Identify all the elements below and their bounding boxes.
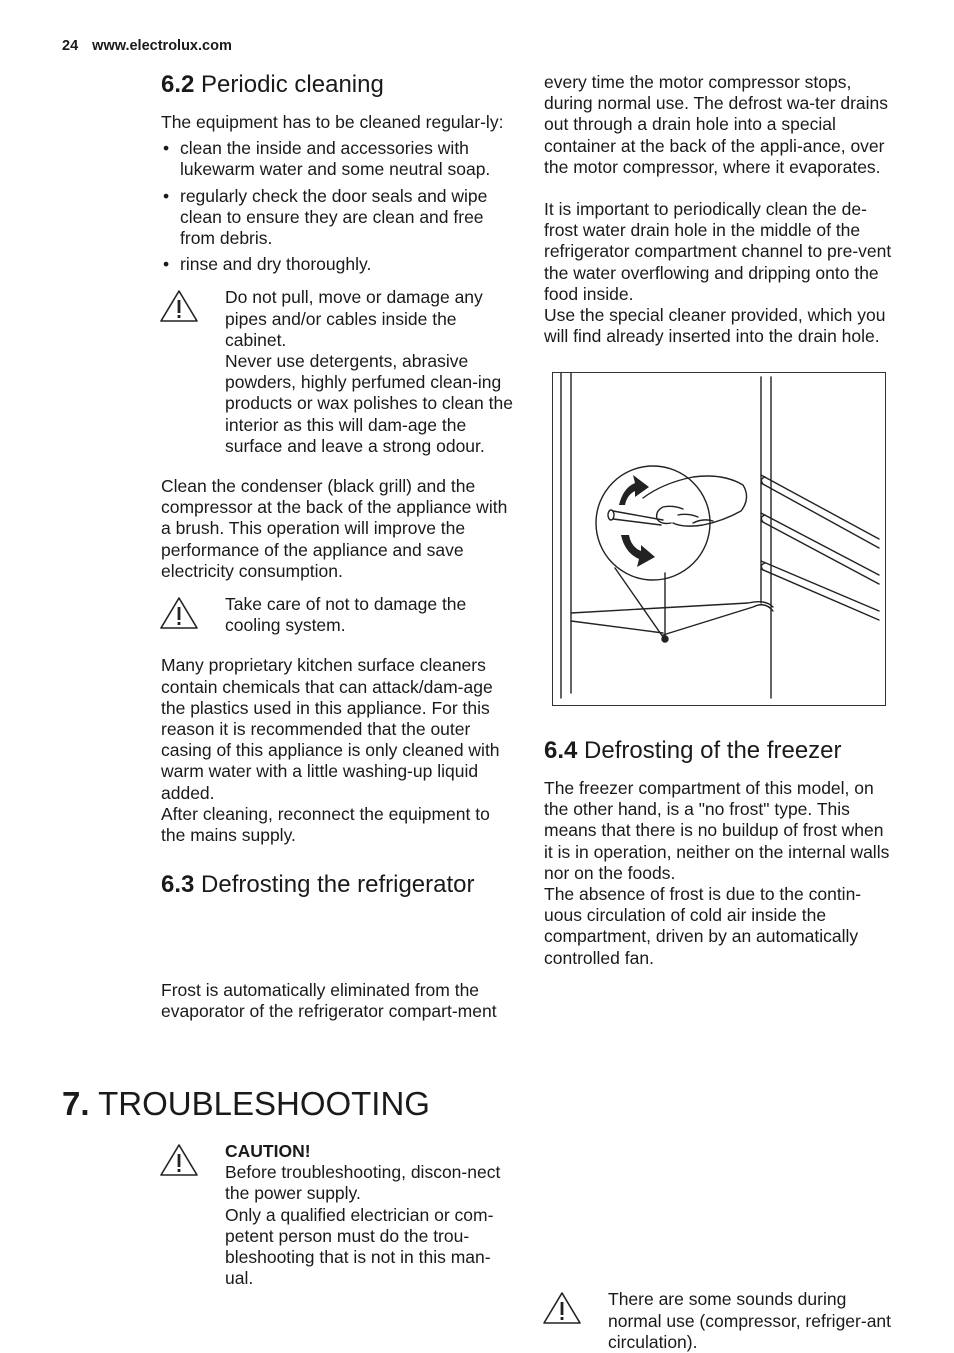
- section-7-heading: [62, 1084, 430, 1124]
- warning-box: [161, 287, 516, 457]
- cleaner-text: Use the special cleaner provided, which you will find already inserted into the drain hole.: [544, 305, 886, 347]
- warning-text: Take care of not to damage the cooling system.: [225, 594, 467, 636]
- section-number: 6.2: [161, 71, 195, 98]
- defrost-text: Frost is automatically eliminated from the evaporator of the refrigerator compart-ment: [161, 980, 497, 1022]
- defrost-text-part1: [161, 980, 516, 1024]
- left-column: [161, 70, 516, 900]
- section-number: 6.4: [544, 737, 578, 764]
- caution-label: CAUTION!: [225, 1141, 311, 1161]
- warning-triangle-icon: [159, 289, 199, 323]
- air-circulation-text: The absence of frost is due to the contin-uous circulation of cold air inside the compartment, driven by an automatically controlled fan.: [544, 884, 862, 968]
- warning-text: Do not pull, move or damage any pipes and/or cables inside the cabinet.: [225, 287, 483, 350]
- warning-triangle-icon: [542, 1291, 582, 1325]
- warning-triangle-icon: [159, 596, 199, 630]
- sounds-note: [544, 1289, 898, 1353]
- drain-hole-cleaning-illustration: [552, 372, 886, 706]
- caution-text: Before troubleshooting, discon-nect the power supply.: [225, 1162, 501, 1204]
- site-url[interactable]: www.electrolux.com: [92, 38, 232, 54]
- section-title: Defrosting of the freezer: [584, 737, 842, 764]
- section-6-3-heading: [161, 870, 516, 900]
- section-6-4: [544, 736, 896, 969]
- reconnect-text: After cleaning, reconnect the equipment to the mains supply.: [161, 803, 490, 846]
- section-title: TROUBLESHOOTING: [98, 1085, 430, 1122]
- page-header: [62, 38, 232, 54]
- defrost-text: every time the motor compressor stops, during normal use. The defrost wa-ter drains out through a drain hole into a special container at the back of the appli-ance, over the motor compressor, where it evaporates.: [544, 72, 889, 177]
- intro-text: The equipment has to be cleaned regular-ly:: [161, 112, 504, 132]
- sounds-text: There are some sounds during normal use (compressor, refriger-ant circulation).: [608, 1289, 892, 1352]
- no-frost-text: The freezer compartment of this model, on the other hand, is a "no frost" type. This means that there is no buildup of frost when it is in operation, neither on the internal walls nor on the foods.: [544, 778, 890, 883]
- list-item: • regularly check the door seals and wipe clean to ensure they are clean and free from debris.: [161, 186, 516, 250]
- section-number: 7.: [62, 1085, 90, 1122]
- drain-hole-text: It is important to periodically clean the de-frost water drain hole in the middle of the refrigerator compartment channel to pre-vent the water overflowing and dripping onto the food inside.: [544, 199, 892, 304]
- list-item: • clean the inside and accessories with lukewarm water and some neutral soap.: [161, 138, 516, 180]
- warning-box: [161, 594, 516, 636]
- warning-triangle-icon: [159, 1143, 199, 1177]
- section-title: Periodic cleaning: [201, 71, 384, 98]
- condenser-text: Clean the condenser (black grill) and the compressor at the back of the appliance with a brush. This operation will improve the performance of the appliance and save electricity consumption.: [161, 476, 508, 581]
- list-item: • rinse and dry thoroughly.: [161, 254, 516, 275]
- section-6-4-heading: [544, 736, 896, 766]
- section-title: Defrosting the refrigerator: [201, 871, 475, 899]
- section-number: 6.3: [161, 871, 195, 899]
- caution-box: [161, 1141, 515, 1289]
- cleaners-text: Many proprietary kitchen surface cleaners contain chemicals that can attack/dam-age the plastics used in this appliance. For this reason it is recommended that the outer casing of this appliance is only cleaned with warm water with a little washing-up liquid added.: [161, 655, 500, 803]
- right-column: [544, 72, 896, 347]
- drain-hole-drawing: [553, 373, 884, 704]
- warning-text: Never use detergents, abrasive powders, highly perfumed clean-ing products or wax polishes to clean the interior as this will dam-age the surface and leave a strong odour.: [225, 351, 513, 456]
- cleaning-list: [161, 138, 516, 275]
- section-6-2-heading: [161, 70, 516, 100]
- caution-text: Only a qualified electrician or com-petent person must do the trou-bleshooting that is not in this man-ual.: [225, 1204, 494, 1289]
- defrost-text-part2: [544, 72, 896, 199]
- page-number: 24: [62, 38, 79, 54]
